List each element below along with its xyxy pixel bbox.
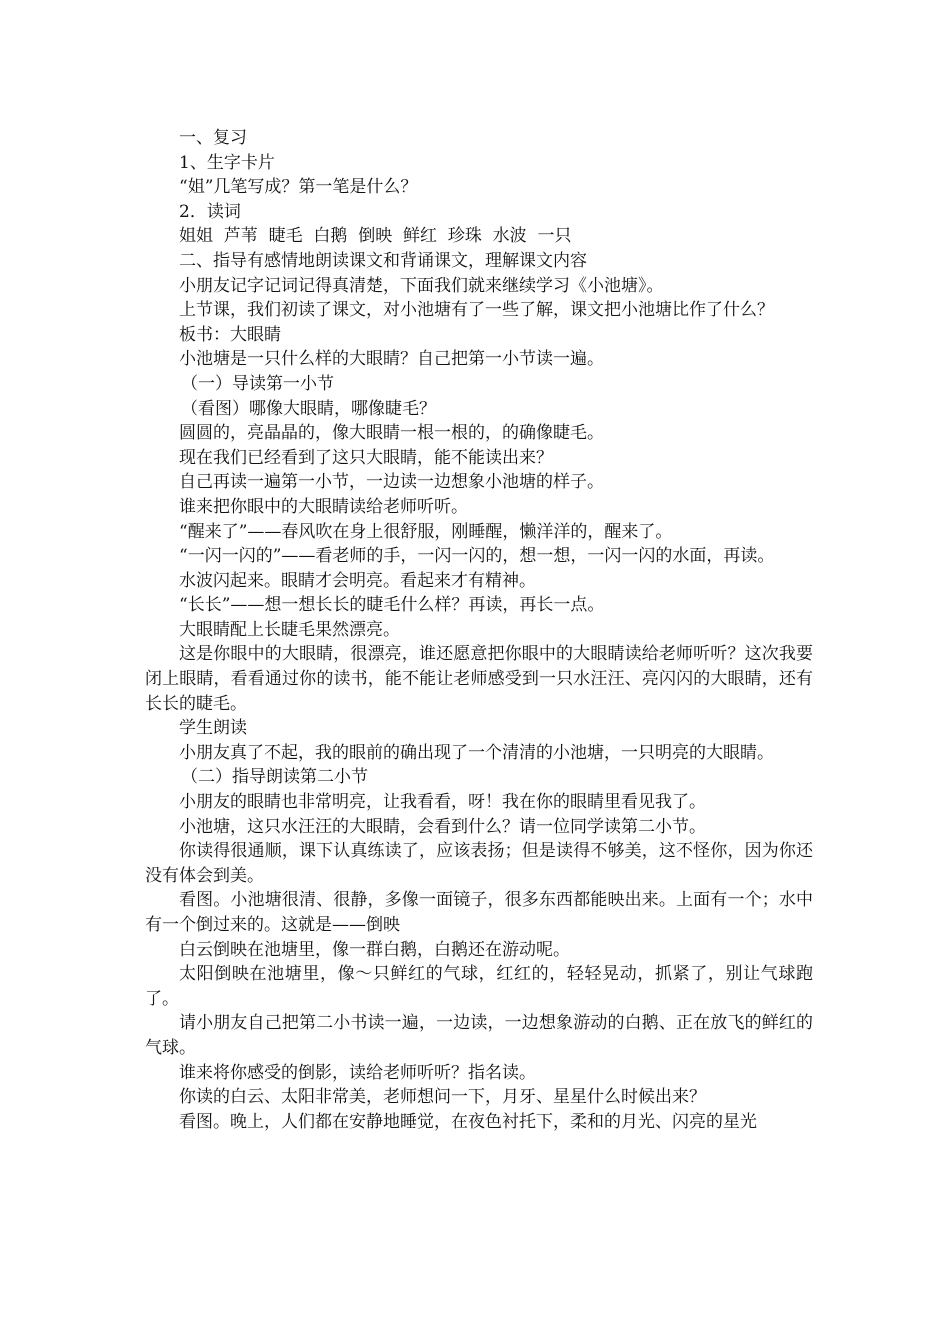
paragraph: 你读得很通顺，课下认真练读了，应该表扬；但是读得不够美，这不怪你，因为你还没有体会到美。 — [145, 841, 813, 886]
paragraph: 大眼睛配上长睫毛果然漂亮。 — [179, 619, 400, 640]
paragraph: 白云倒映在池塘里，像一群白鹅，白鹅还在游动呢。 — [179, 939, 570, 960]
paragraph: 小池塘，这只水汪汪的大眼睛，会看到什么？请一位同学读第二小节。 — [179, 816, 706, 837]
paragraph: 这是你眼中的大眼睛，很漂亮，谁还愿意把你眼中的大眼睛读给老师听听？这次我要闭上眼睛，看看通过你的读书，能不能让老师感受到一只水汪汪、亮闪闪的大眼睛，还有长长的睫毛。 — [145, 644, 813, 714]
paragraph: 小池塘是一只什么样的大眼睛？自己把第一小节读一遍。 — [179, 349, 604, 370]
paragraph: 请小朋友自己把第二小书读一遍，一边读，一边想象游动的白鹅、正在放飞的鲜红的气球。 — [145, 1013, 813, 1058]
paragraph: 水波闪起来。眼睛才会明亮。看起来才有精神。 — [179, 570, 536, 591]
document-body — [145, 126, 813, 1134]
paragraph: 现在我们已经看到了这只大眼睛，能不能读出来？ — [179, 447, 553, 468]
paragraph: 上节课，我们初读了课文，对小池塘有了一些了解，课文把小池塘比作了什么？ — [179, 300, 774, 321]
paragraph: “姐”几笔写成？第一笔是什么？ — [179, 177, 418, 198]
paragraph: （看图）哪像大眼睛，哪像睫毛？ — [181, 398, 436, 419]
paragraph: 圆圆的，亮晶晶的，像大眼睛一根一根的，的确像睫毛。 — [179, 423, 604, 444]
paragraph: 自己再读一遍第一小节，一边读一边想象小池塘的样子。 — [179, 472, 604, 493]
paragraph: 看图。晚上，人们都在安静地睡觉，在夜色衬托下，柔和的月光、闪亮的星光 — [179, 1111, 757, 1132]
paragraph: 1、生字卡片 — [179, 152, 275, 173]
paragraph: 小朋友记字记词记得真清楚，下面我们就来继续学习《小池塘》。 — [179, 275, 664, 296]
paragraph: 小朋友真了不起，我的眼前的确出现了一个清清的小池塘，一只明亮的大眼睛。 — [179, 742, 774, 763]
paragraph: “醒来了”——春风吹在身上很舒服，刚睡醒，懒洋洋的，醒来了。 — [179, 521, 673, 542]
paragraph: 你读的白云、太阳非常美，老师想问一下，月牙、星星什么时候出来？ — [179, 1087, 706, 1108]
subheading-section-1: （一）导读第一小节 — [181, 373, 334, 394]
paragraph: 小朋友的眼睛也非常明亮，让我看看，呀！我在你的眼睛里看见我了。 — [179, 792, 706, 813]
paragraph: 谁来把你眼中的大眼睛读给老师听听。 — [179, 496, 468, 517]
paragraph: 板书：大眼睛 — [179, 324, 281, 345]
subheading-section-2: （二）指导朗读第二小节 — [181, 767, 368, 788]
paragraph: “长长”——想一想长长的睫毛什么样？再读，再长一点。 — [179, 595, 605, 616]
paragraph: 学生朗读 — [179, 718, 247, 739]
heading-review: 一、复习 — [179, 128, 247, 148]
paragraph: 2．读词 — [179, 201, 241, 222]
heading-guided-reading: 二、指导有感情地朗读课文和背诵课文，理解课文内容 — [179, 250, 587, 271]
paragraph: 看图。小池塘很清、很静，多像一面镜子，很多东西都能映出来。上面有一个；水中有一个倒过来的。这就是——倒映 — [145, 890, 813, 935]
paragraph: 太阳倒映在池塘里，像～只鲜红的气球，红红的，轻轻晃动，抓紧了，别让气球跑了。 — [145, 964, 813, 1009]
paragraph: “一闪一闪的”——看老师的手，一闪一闪的，想一想，一闪一闪的水面，再读。 — [179, 546, 775, 567]
word-list: 姐姐 芦苇 睫毛 白鹅 倒映 鲜红 珍珠 水波 一只 — [179, 226, 572, 247]
paragraph: 谁来将你感受的倒影，读给老师听听？指名读。 — [179, 1062, 536, 1083]
